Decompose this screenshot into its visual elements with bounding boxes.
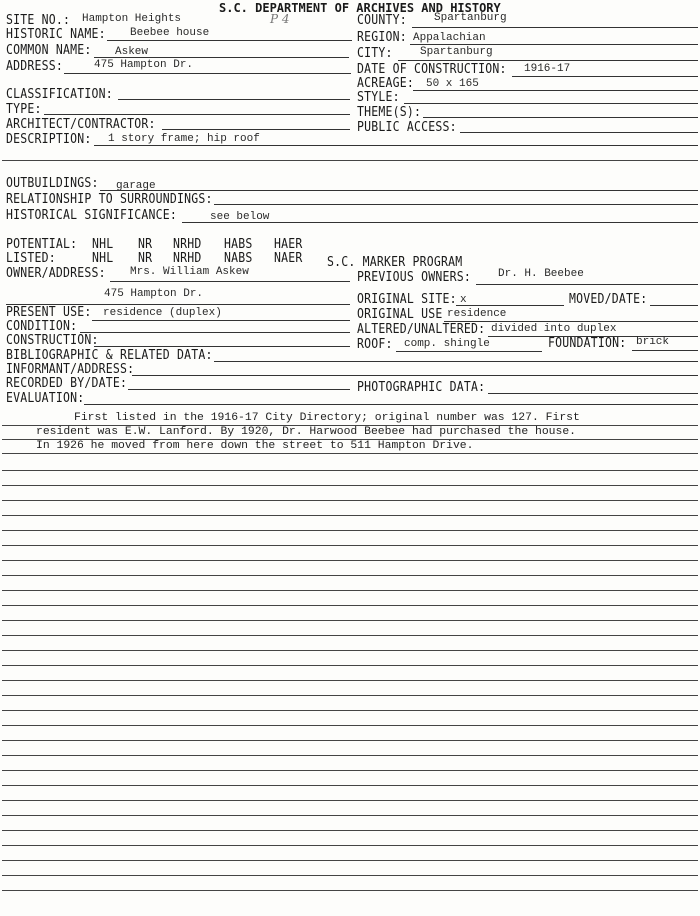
historic-name-line: [107, 40, 352, 41]
classification-line: [118, 99, 350, 100]
region-value: Appalachian: [413, 32, 486, 44]
ruled-line: [2, 560, 698, 561]
outbuildings-label: OUTBUILDINGS:: [6, 174, 99, 191]
common-name-label: COMMON NAME:: [6, 41, 92, 58]
description-line: [94, 145, 698, 146]
recorded-by-label: RECORDED BY/DATE:: [6, 374, 128, 391]
relationship-label: RELATIONSHIP TO SURROUNDINGS:: [6, 190, 213, 207]
relationship-line: [214, 204, 698, 205]
narrative-line-1: First listed in the 1916-17 City Directory; original number was 127. First: [74, 412, 580, 424]
acreage-line: [413, 90, 698, 91]
marker-program-label: S.C. MARKER PROGRAM: [327, 253, 463, 270]
roof-label: ROOF:: [357, 335, 393, 352]
potential-nhl: NHL: [92, 235, 114, 252]
informant-line: [132, 375, 698, 376]
original-use-value: residence: [447, 308, 507, 320]
owner-name: Mrs. William Askew: [130, 266, 249, 278]
evaluation-line: [84, 404, 698, 405]
date-construction-label: DATE OF CONSTRUCTION:: [357, 60, 507, 77]
previous-owners-value: Dr. H. Beebee: [498, 268, 584, 280]
ruled-line: [2, 485, 698, 486]
roof-value: comp. shingle: [404, 338, 490, 350]
narrative-line-3: In 1926 he moved from here down the street to 511 Hampton Drive.: [36, 440, 474, 452]
ruled-line: [2, 725, 698, 726]
address-line: [64, 73, 351, 74]
photographic-data-line: [488, 393, 698, 394]
present-use-label: PRESENT USE:: [6, 303, 92, 320]
ruled-line: [2, 875, 698, 876]
moved-date-label: MOVED/DATE:: [569, 290, 648, 307]
evaluation-label: EVALUATION:: [6, 389, 85, 406]
ruled-line: [2, 860, 698, 861]
informant-label: INFORMANT/ADDRESS:: [6, 360, 135, 377]
previous-owners-label: PREVIOUS OWNERS:: [357, 268, 471, 285]
owner-line: [110, 281, 350, 282]
narrative-line-2: resident was E.W. Lanford. By 1920, Dr. Harwood Beebee had purchased the house.: [36, 426, 577, 438]
ruled-line: [2, 515, 698, 516]
construction-label: CONSTRUCTION:: [6, 331, 99, 348]
handwritten-mark: P 4: [270, 12, 290, 26]
common-name-line: [94, 57, 349, 58]
ruled-line: [2, 605, 698, 606]
ruled-line: [2, 755, 698, 756]
original-site-value: x: [460, 294, 467, 306]
listed-nrhd: NRHD: [173, 249, 202, 266]
photographic-data-label: PHOTOGRAPHIC DATA:: [357, 378, 486, 395]
potential-nrhd: NRHD: [173, 235, 202, 252]
type-label: TYPE:: [6, 100, 42, 117]
foundation-label: FOUNDATION:: [548, 334, 627, 351]
acreage-label: ACREAGE:: [357, 74, 414, 91]
ruled-line: [2, 545, 698, 546]
architect-line: [162, 129, 350, 130]
historical-significance-label: HISTORICAL SIGNIFICANCE:: [6, 206, 177, 223]
date-construction-value: 1916-17: [524, 63, 571, 75]
classification-label: CLASSIFICATION:: [6, 85, 113, 102]
city-label: CITY:: [357, 44, 393, 61]
ruled-line: [2, 439, 698, 440]
original-use-label: ORIGINAL USE: [357, 305, 443, 322]
moved-date-line: [650, 305, 698, 306]
original-site-label: ORIGINAL SITE:: [357, 290, 457, 307]
owner-label: OWNER/ADDRESS:: [6, 264, 106, 281]
potential-label: POTENTIAL:: [6, 235, 78, 252]
ruled-line: [2, 575, 698, 576]
potential-haer: HAER: [274, 235, 303, 252]
foundation-value: brick: [636, 336, 670, 348]
address-label: ADDRESS:: [6, 57, 63, 74]
ruled-line: [2, 695, 698, 696]
site-no-value: Hampton Heights: [82, 13, 182, 25]
ruled-line: [2, 590, 698, 591]
outbuildings-value: garage: [116, 180, 156, 192]
recorded-by-line: [128, 389, 350, 390]
ruled-line: [2, 425, 698, 426]
ruled-line: [2, 710, 698, 711]
ruled-line: [2, 830, 698, 831]
listed-nabs: NABS: [224, 249, 253, 266]
historical-significance-line: [182, 222, 698, 223]
acreage-value: 50 x 165: [426, 78, 479, 90]
site-no-label: SITE NO.:: [6, 11, 71, 28]
themes-line: [423, 117, 698, 118]
previous-owners-line: [476, 284, 698, 285]
owner-address: 475 Hampton Dr.: [104, 288, 204, 300]
region-line: [410, 44, 698, 45]
address-value: 475 Hampton Dr.: [94, 59, 194, 71]
ruled-line: [2, 845, 698, 846]
county-value: Spartanburg: [434, 12, 507, 24]
ruled-line: [2, 530, 698, 531]
style-line: [404, 103, 698, 104]
bibliographic-line: [214, 361, 698, 362]
common-name-value: Askew: [115, 46, 149, 58]
description-label: DESCRIPTION:: [6, 130, 92, 147]
public-access-label: PUBLIC ACCESS:: [357, 118, 457, 135]
ruled-line: [2, 770, 698, 771]
historic-name-value: Beebee house: [130, 27, 210, 39]
ruled-line: [2, 800, 698, 801]
ruled-line: [2, 635, 698, 636]
ruled-line: [2, 890, 698, 891]
listed-nhl: NHL: [92, 249, 114, 266]
city-value: Spartanburg: [420, 46, 493, 58]
description-blank-line: [2, 160, 698, 161]
ruled-line: [2, 815, 698, 816]
themes-label: THEME(S):: [357, 103, 422, 120]
condition-line: [80, 332, 350, 333]
architect-label: ARCHITECT/CONTRACTOR:: [6, 115, 156, 132]
date-construction-line: [512, 76, 698, 77]
present-use-value: residence (duplex): [103, 307, 222, 319]
ruled-line: [2, 785, 698, 786]
region-label: REGION:: [357, 28, 407, 45]
altered-value: divided into duplex: [491, 323, 617, 335]
ruled-line: [2, 500, 698, 501]
present-use-line: [92, 320, 350, 321]
bibliographic-label: BIBLIOGRAPHIC & RELATED DATA:: [6, 346, 213, 363]
historical-significance-value: see below: [210, 211, 270, 223]
ruled-line: [2, 620, 698, 621]
potential-habs: HABS: [224, 235, 253, 252]
listed-naer: NAER: [274, 249, 303, 266]
description-value: 1 story frame; hip roof: [108, 133, 260, 145]
ruled-line: [2, 470, 698, 471]
ruled-line: [2, 665, 698, 666]
listed-label: LISTED:: [6, 249, 56, 266]
ruled-line: [2, 680, 698, 681]
ruled-line: [2, 453, 698, 454]
ruled-line: [2, 650, 698, 651]
potential-nr: NR: [138, 235, 153, 252]
county-label: COUNTY:: [357, 11, 407, 28]
form-title: S.C. DEPARTMENT OF ARCHIVES AND HISTORY: [219, 1, 501, 15]
original-site-line: [456, 305, 564, 306]
listed-nr: NR: [138, 249, 153, 266]
public-access-line: [460, 132, 698, 133]
county-line: [412, 27, 698, 28]
ruled-line: [2, 740, 698, 741]
condition-label: CONDITION:: [6, 317, 78, 334]
foundation-line: [632, 350, 698, 351]
historic-name-label: HISTORIC NAME:: [6, 25, 106, 42]
roof-line: [396, 351, 542, 352]
style-label: STYLE:: [357, 88, 400, 105]
altered-label: ALTERED/UNALTERED:: [357, 320, 486, 337]
